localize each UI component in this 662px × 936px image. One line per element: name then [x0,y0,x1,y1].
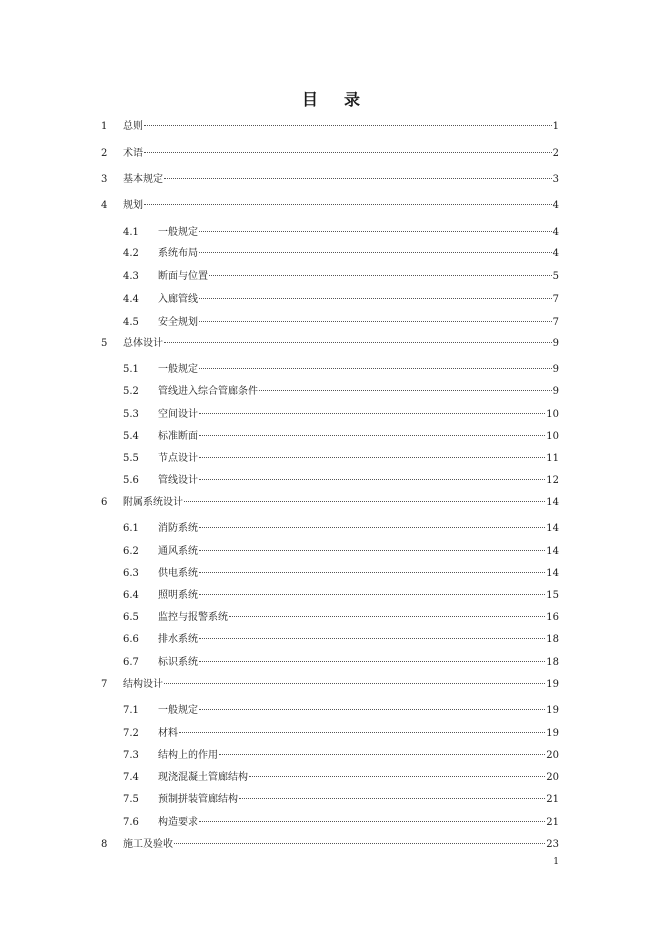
toc-entry-page: 21 [546,817,559,828]
toc-entry-number: 6.3 [123,568,139,579]
toc-entry-label: 附属系统设计 [123,497,183,508]
toc-entry-label: 标识系统 [158,657,198,668]
toc-leader-dots [249,776,545,777]
toc-entry-page: 9 [552,364,559,375]
toc-leader-dots [199,368,552,369]
toc-leader-dots [184,501,545,502]
toc-entry-body [158,384,559,400]
toc-entry-number: 7.2 [123,728,139,739]
toc-entry-body [158,292,559,308]
toc-entry-body [158,315,559,331]
toc-entry-number: 7.6 [123,817,139,828]
toc-leader-dots [239,798,545,799]
toc-entry-page: 4 [552,227,559,238]
toc-entry-number: 2 [101,148,108,159]
toc-entry-body [158,544,559,560]
toc-entry-page: 14 [546,546,559,557]
toc-entry-label: 标准断面 [158,431,198,442]
toc-entry-body [158,362,559,378]
toc-entry-label: 基本规定 [123,174,163,185]
toc-entry-body [158,792,559,808]
toc-leader-dots [174,843,545,844]
toc-entry-number: 7 [101,679,108,690]
toc-entry-number: 5.4 [123,431,139,442]
toc-entry[interactable] [0,451,662,467]
toc-entry-number: 5.1 [123,364,139,375]
toc-entry[interactable] [0,292,662,308]
toc-entry[interactable] [0,566,662,582]
toc-entry-page: 7 [552,294,559,305]
toc-entry-page: 14 [546,523,559,534]
toc-entry-page: 9 [552,338,559,349]
toc-entry-body [158,473,559,489]
toc-entry[interactable] [0,495,662,511]
toc-entry[interactable] [0,815,662,831]
toc-leader-dots [199,527,545,528]
toc-entry[interactable] [0,748,662,764]
toc-leader-dots [144,125,552,126]
toc-leader-dots [199,709,545,710]
toc-entry[interactable] [0,473,662,489]
toc-entry-number: 5.5 [123,453,139,464]
toc-entry-label: 构造要求 [158,817,198,828]
toc-entry[interactable] [0,655,662,671]
toc-leader-dots [199,550,545,551]
toc-entry-body [158,566,559,582]
toc-leader-dots [199,457,545,458]
toc-entry-page: 18 [546,634,559,645]
toc-leader-dots [144,152,552,153]
toc-leader-dots [209,275,552,276]
toc-entry[interactable] [0,269,662,285]
toc-entry-label: 管线设计 [158,475,198,486]
toc-entry[interactable] [0,146,662,162]
toc-leader-dots [199,479,545,480]
toc-entry-page: 19 [546,679,559,690]
toc-leader-dots [199,231,552,232]
toc-leader-dots [164,342,552,343]
toc-entry-page: 1 [552,121,559,132]
toc-entry-label: 监控与报警系统 [158,612,228,623]
toc-entry-label: 现浇混凝土管廊结构 [158,772,248,783]
toc-entry-number: 4.2 [123,248,139,259]
toc-leader-dots [199,252,552,253]
toc-entry-label: 消防系统 [158,523,198,534]
toc-entry-body [158,748,559,764]
toc-entry-page: 20 [546,772,559,783]
toc-entry[interactable] [0,610,662,626]
toc-entry-body [158,632,559,648]
toc-entry-number: 4.4 [123,294,139,305]
toc-entry-number: 6.4 [123,590,139,601]
toc-entry-label: 材料 [158,728,178,739]
toc-leader-dots [179,732,545,733]
toc-entry-body [158,610,559,626]
toc-leader-dots [164,178,552,179]
toc-entry-page: 14 [546,568,559,579]
toc-title-part1: 目 [301,90,318,109]
toc-entry-number: 6.6 [123,634,139,645]
toc-entry[interactable] [0,703,662,719]
toc-entry-label: 施工及验收 [123,839,173,850]
toc-entry-body [123,172,559,188]
toc-leader-dots [199,821,545,822]
toc-entry[interactable] [0,407,662,423]
toc-entry[interactable] [0,315,662,331]
toc-entry-body [123,837,559,853]
toc-entry-label: 空间设计 [158,409,198,420]
toc-entry[interactable] [0,246,662,262]
toc-leader-dots [259,390,552,391]
toc-leader-dots [229,616,545,617]
toc-entry-number: 7.4 [123,772,139,783]
toc-entry[interactable] [0,429,662,445]
toc-entry-page: 11 [546,453,559,464]
toc-entry-number: 6.2 [123,546,139,557]
toc-entry-label: 总则 [123,121,143,132]
toc-entry-number: 7.1 [123,705,139,716]
toc-entry-body [158,225,559,241]
toc-entry-page: 3 [552,174,559,185]
toc-entry[interactable] [0,362,662,378]
page-number: 1 [553,857,559,867]
toc-entry[interactable] [0,198,662,214]
toc-leader-dots [199,594,545,595]
toc-entry-page: 12 [546,475,559,486]
toc-entry-label: 通风系统 [158,546,198,557]
toc-entry-body [158,726,559,742]
toc-entry-label: 照明系统 [158,590,198,601]
toc-entry-page: 9 [552,386,559,397]
toc-entry[interactable] [0,792,662,808]
toc-entry-number: 4.1 [123,227,139,238]
toc-entry-label: 结构上的作用 [158,750,218,761]
toc-entry-body [158,770,559,786]
toc-entry[interactable] [0,588,662,604]
toc-entry-label: 供电系统 [158,568,198,579]
toc-leader-dots [164,683,545,684]
toc-entry[interactable] [0,770,662,786]
toc-entry[interactable] [0,837,662,853]
toc-entry-label: 断面与位置 [158,271,208,282]
toc-entry[interactable] [0,119,662,135]
toc-entry-body [158,655,559,671]
toc-entry-label: 一般规定 [158,227,198,238]
toc-entry-page: 4 [552,200,559,211]
toc-leader-dots [199,661,545,662]
toc-entry-body [158,703,559,719]
toc-entry[interactable] [0,632,662,648]
toc-entry-label: 管线进入综合管廊条件 [158,386,258,397]
toc-entry-label: 系统布局 [158,248,198,259]
toc-entry-label: 总体设计 [123,338,163,349]
toc-title [0,87,662,110]
toc-leader-dots [199,413,545,414]
toc-entry-number: 5.2 [123,386,139,397]
toc-entry-number: 5.6 [123,475,139,486]
toc-entry[interactable] [0,384,662,400]
toc-entry-page: 20 [546,750,559,761]
toc-entry-label: 安全规划 [158,317,198,328]
toc-entry-number: 6 [101,497,108,508]
toc-entry-number: 6.5 [123,612,139,623]
toc-entry-body [158,269,559,285]
toc-entry-body [158,815,559,831]
toc-entry-number: 5 [101,338,108,349]
toc-entry-body [158,246,559,262]
toc-entry[interactable] [0,544,662,560]
toc-entry-number: 4 [101,200,108,211]
toc-entry-label: 规划 [123,200,143,211]
toc-entry-page: 19 [546,705,559,716]
toc-entry-number: 7.5 [123,794,139,805]
toc-entry-label: 一般规定 [158,364,198,375]
toc-entry-body [123,146,559,162]
toc-entry-page: 16 [546,612,559,623]
toc-entry-page: 18 [546,657,559,668]
toc-entry-number: 6.7 [123,657,139,668]
toc-leader-dots [144,204,552,205]
toc-entry-page: 2 [552,148,559,159]
toc-entry-page: 10 [546,431,559,442]
toc-entry[interactable] [0,172,662,188]
toc-entry-page: 14 [546,497,559,508]
toc-title-part2: 录 [344,90,361,109]
toc-entry-body [158,407,559,423]
toc-leader-dots [219,754,545,755]
toc-entry-page: 23 [546,839,559,850]
toc-entry-number: 4.5 [123,317,139,328]
toc-entry-page: 4 [552,248,559,259]
toc-entry-number: 5.3 [123,409,139,420]
toc-entry-page: 21 [546,794,559,805]
toc-leader-dots [199,572,545,573]
toc-entry[interactable] [0,336,662,352]
toc-entry-page: 15 [546,590,559,601]
toc-leader-dots [199,321,552,322]
toc-entry-page: 19 [546,728,559,739]
toc-entry-body [123,198,559,214]
toc-entry-number: 3 [101,174,108,185]
toc-entry[interactable] [0,677,662,693]
toc-leader-dots [199,638,545,639]
toc-entry-body [158,451,559,467]
toc-entry-body [158,588,559,604]
toc-entry-number: 4.3 [123,271,139,282]
toc-entry-label: 排水系统 [158,634,198,645]
toc-entry-label: 结构设计 [123,679,163,690]
toc-entry[interactable] [0,225,662,241]
toc-entry-number: 1 [101,121,108,132]
toc-entry-body [158,521,559,537]
toc-entry-number: 7.3 [123,750,139,761]
toc-entry-label: 入廊管线 [158,294,198,305]
toc-entry[interactable] [0,726,662,742]
toc-entry-body [123,336,559,352]
toc-entry-page: 5 [552,271,559,282]
toc-entry-label: 节点设计 [158,453,198,464]
toc-entry-label: 预制拼装管廊结构 [158,794,238,805]
toc-entry-body [123,495,559,511]
toc-entry[interactable] [0,521,662,537]
toc-entry-body [158,429,559,445]
toc-entry-body [123,677,559,693]
toc-entry-number: 8 [101,839,108,850]
toc-entry-body [123,119,559,135]
toc-entry-number: 6.1 [123,523,139,534]
toc-leader-dots [199,435,545,436]
toc-entry-label: 一般规定 [158,705,198,716]
toc-entry-page: 7 [552,317,559,328]
toc-entry-label: 术语 [123,148,143,159]
toc-entry-page: 10 [546,409,559,420]
toc-leader-dots [199,298,552,299]
